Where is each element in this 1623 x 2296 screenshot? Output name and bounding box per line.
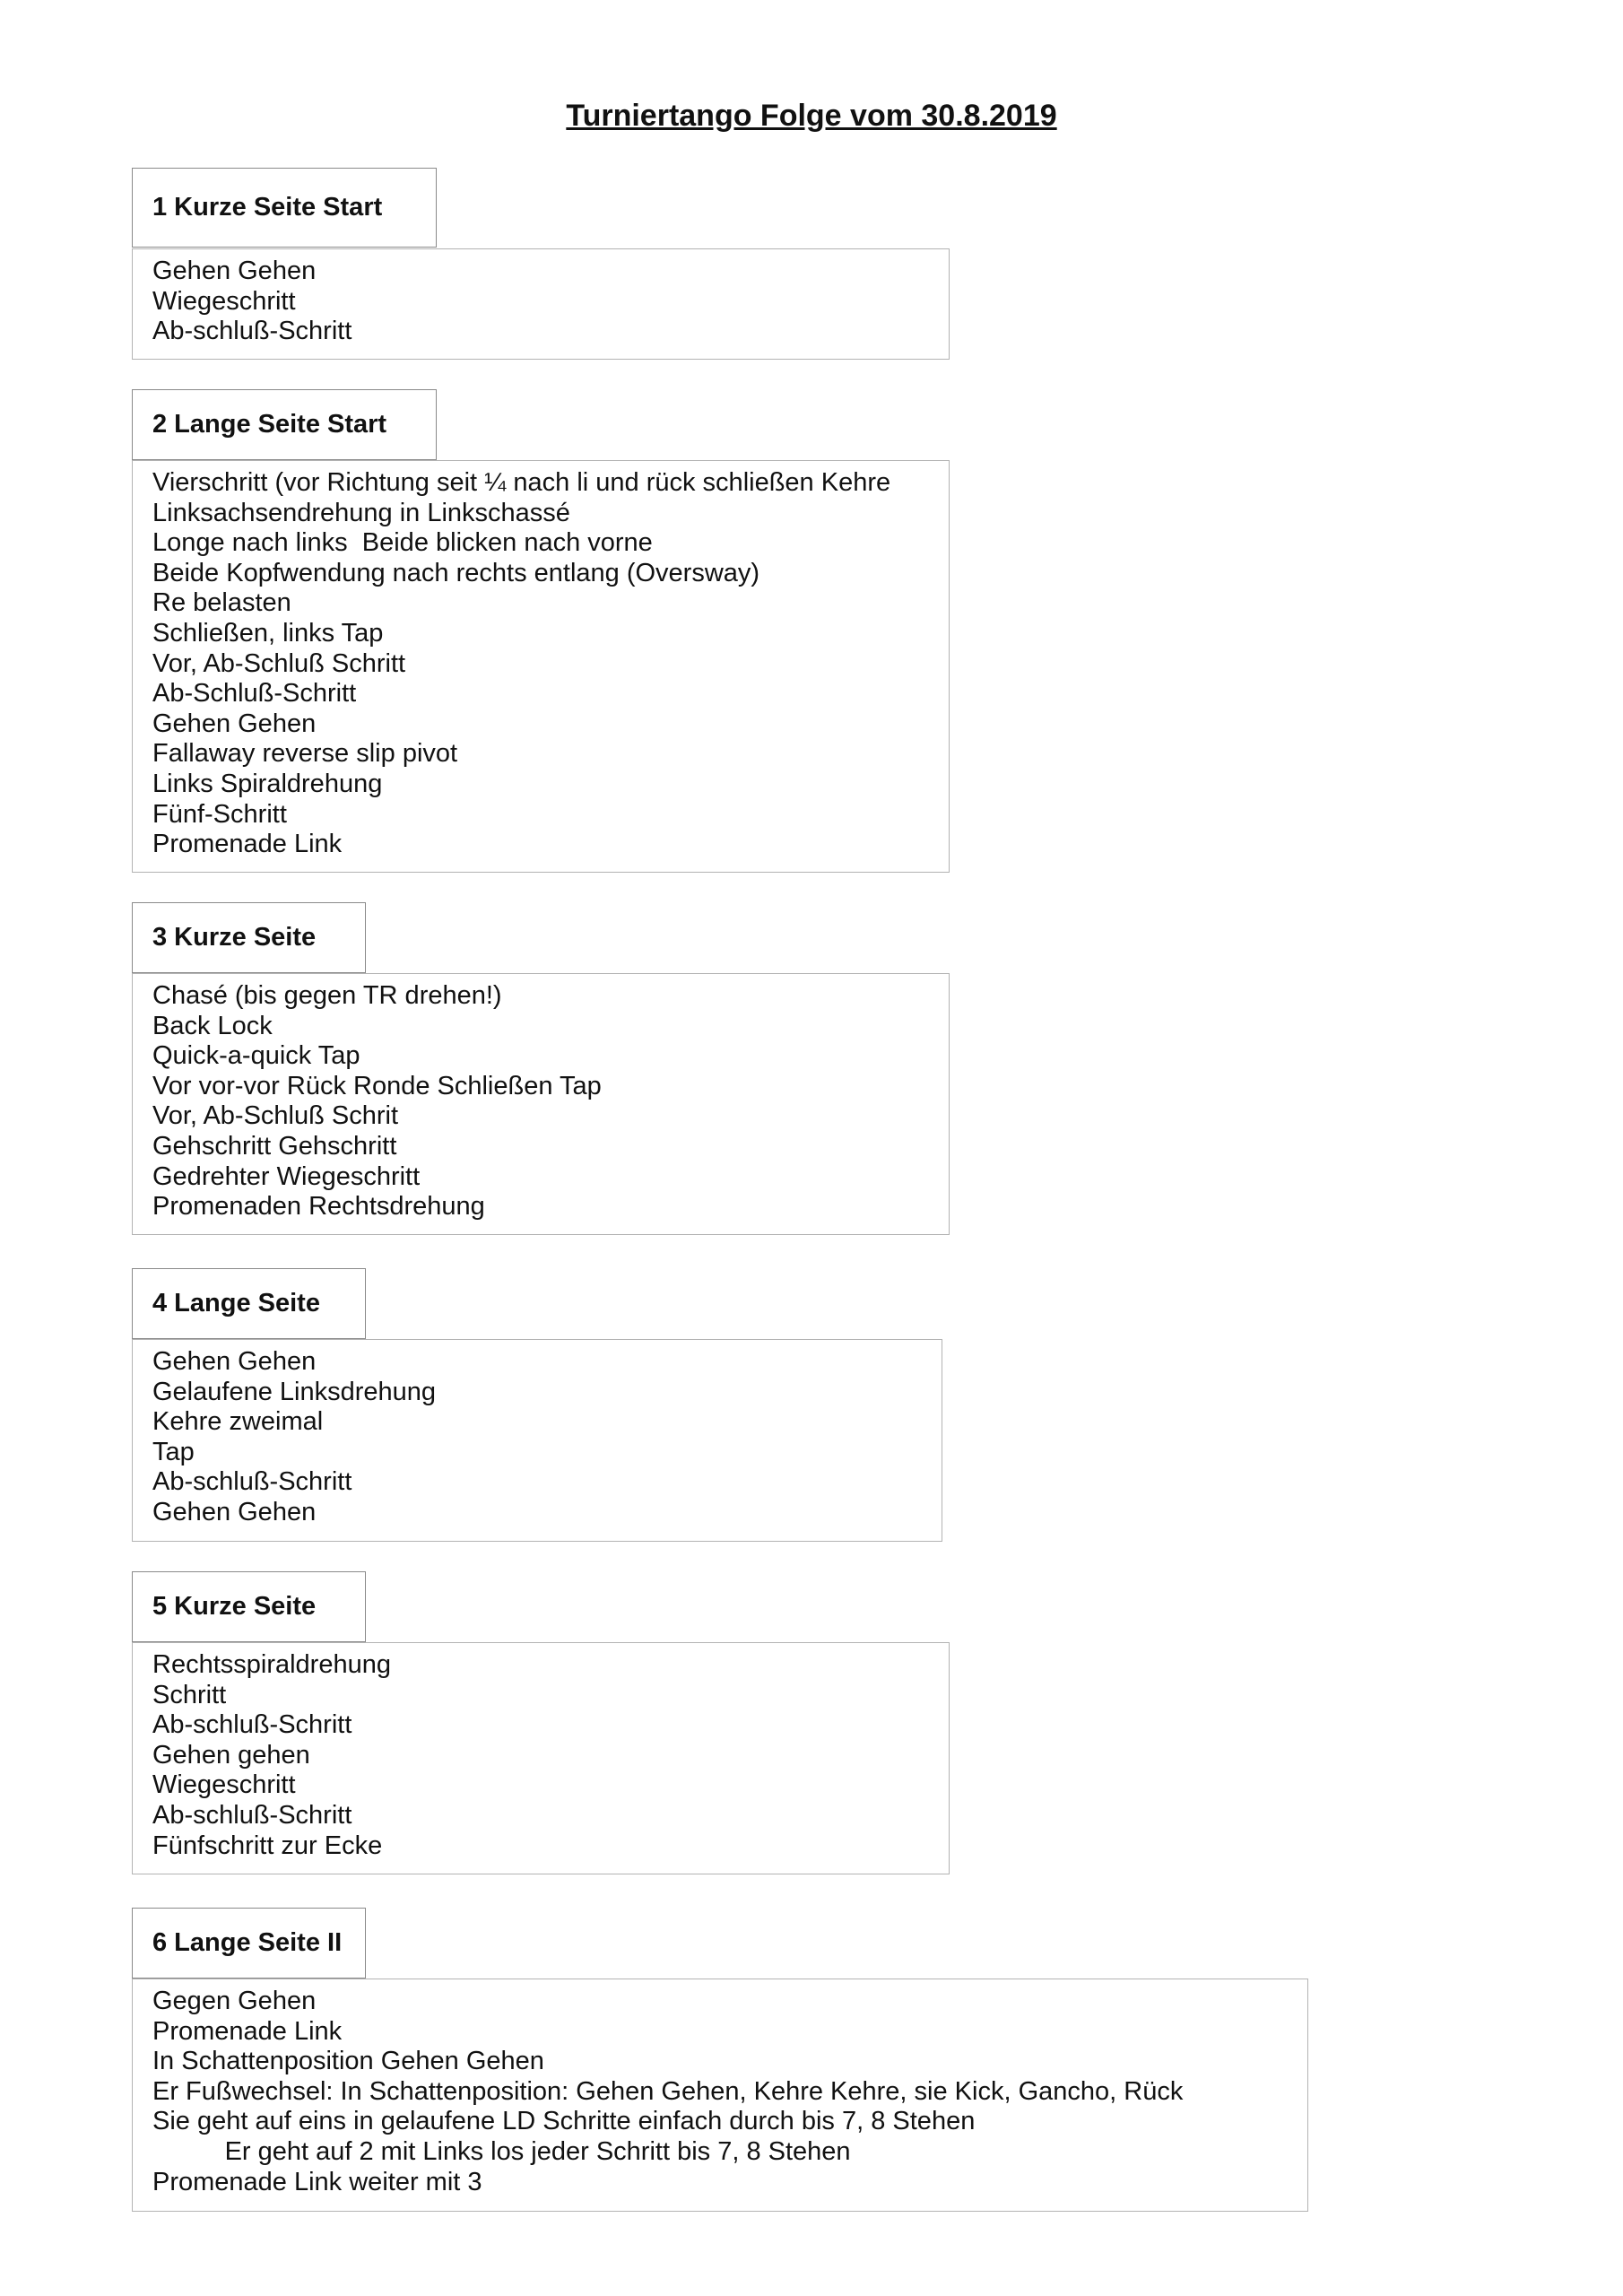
step-item: Vor, Ab-Schluß Schritt <box>152 648 406 678</box>
step-item: Fünf-Schritt <box>152 799 287 829</box>
step-item: Ab-schluß-Schritt <box>152 1467 352 1497</box>
section-1-heading: 1 Kurze Seite Start <box>132 168 437 248</box>
step-item: Gedrehter Wiegeschritt <box>152 1161 421 1191</box>
section-6-heading: 6 Lange Seite II <box>132 1908 366 1979</box>
step-item: In Schattenposition Gehen Gehen <box>152 2047 544 2076</box>
step-item: Gehen Gehen <box>152 1497 317 1526</box>
step-item: Gehen Gehen <box>152 709 317 738</box>
section-6-steps <box>132 1979 1308 2212</box>
section-5-heading: 5 Kurze Seite <box>132 1571 366 1642</box>
step-item: Vor vor-vor Rück Ronde Schließen Tap <box>152 1071 602 1100</box>
step-item: Beide Kopfwendung nach rechts entlang (Oversway) <box>152 558 760 587</box>
step-item: Gelaufene Linksdrehung <box>152 1377 437 1406</box>
document-title: Turniertango Folge vom 30.8.2019 <box>566 99 1057 133</box>
step-item: Ab-schluß-Schritt <box>152 1800 352 1830</box>
step-item: Ab-Schluß-Schritt <box>152 679 357 709</box>
step-item: Schritt <box>152 1680 227 1709</box>
step-item: Kehre zweimal <box>152 1407 324 1437</box>
step-item: Vor, Ab-Schluß Schrit <box>152 1101 399 1131</box>
step-item: Longe nach links Beide blicken nach vorne <box>152 528 653 558</box>
section-1-steps <box>132 248 950 360</box>
section-5-steps <box>132 1642 950 1874</box>
step-item: Gehen gehen <box>152 1740 310 1770</box>
step-item: Ab-schluß-Schritt <box>152 1710 352 1740</box>
step-item: Links Spiraldrehung <box>152 769 383 798</box>
step-item: Wiegeschritt <box>152 286 296 316</box>
step-item: Ab-schluß-Schritt <box>152 317 352 346</box>
step-item: Gehen Gehen <box>152 257 317 285</box>
step-item: Promenade Link <box>152 2016 343 2046</box>
step-item: Vierschritt (vor Richtung seit ¼ nach li und rück schließen Kehre <box>152 468 891 497</box>
step-item: Er Fußwechsel: In Schattenposition: Gehen Gehen, Kehre Kehre, sie Kick, Gancho, Rück <box>152 2076 1184 2106</box>
section-3-steps <box>132 973 950 1235</box>
step-item: Rechtsspiraldrehung <box>152 1650 391 1679</box>
section-4-heading: 4 Lange Seite <box>132 1268 366 1339</box>
step-item: Re belasten <box>152 588 291 618</box>
step-item: Chasé (bis gegen TR drehen!) <box>152 981 502 1010</box>
step-item: Schließen, links Tap <box>152 618 384 648</box>
step-item: Fünfschritt zur Ecke <box>152 1831 383 1860</box>
step-item: Tap <box>152 1437 195 1466</box>
step-item: Linksachsendrehung in Linkschassé <box>152 498 570 527</box>
step-item: Fallaway reverse slip pivot <box>152 739 458 769</box>
section-2-heading: 2 Lange Seite Start <box>132 389 437 460</box>
step-item: Gehschritt Gehschritt <box>152 1131 397 1161</box>
section-3-heading: 3 Kurze Seite <box>132 902 366 973</box>
step-item: Promenaden Rechtsdrehung <box>152 1192 485 1222</box>
step-item: Gegen Gehen <box>152 1987 317 2015</box>
step-item: Sie geht auf eins in gelaufene LD Schritte einfach durch bis 7, 8 Stehen <box>152 2107 976 2136</box>
step-item: Quick-a-quick Tap <box>152 1041 360 1071</box>
section-4-steps <box>132 1339 942 1542</box>
step-item: Promenade Link weiter mit 3 <box>152 2167 482 2196</box>
step-item: Promenade Link <box>152 830 343 859</box>
step-item: Wiegeschritt <box>152 1770 296 1800</box>
step-item: Back Lock <box>152 1011 273 1040</box>
step-item: Er geht auf 2 mit Links los jeder Schritt bis 7, 8 Stehen <box>152 2136 851 2166</box>
section-2-steps <box>132 460 950 873</box>
step-item: Gehen Gehen <box>152 1347 317 1376</box>
